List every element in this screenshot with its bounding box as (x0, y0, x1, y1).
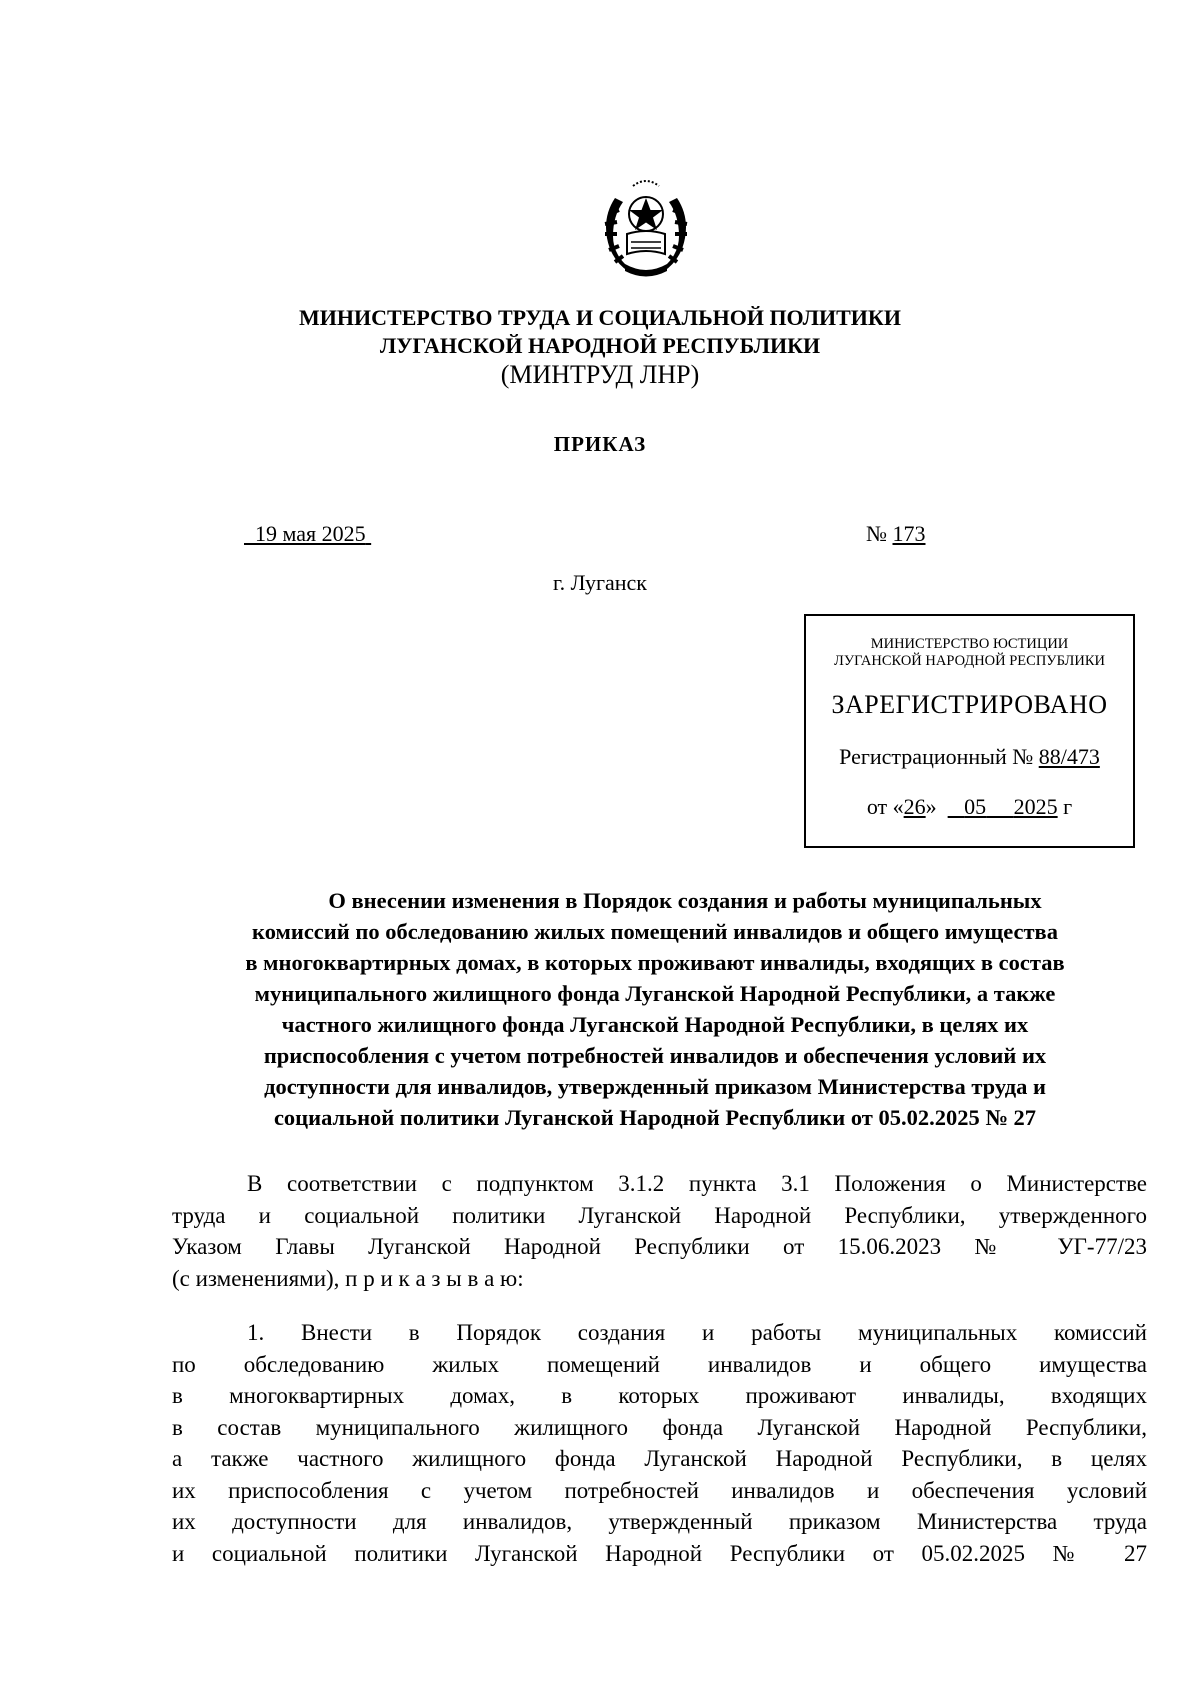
body-line: труда и социальной политики Луганской Народной Республики, утвержденного (172, 1202, 1147, 1228)
subject-line: приспособления с учетом потребностей инвалидов и обеспечения условий их (263, 1043, 1047, 1068)
stamp-registration-date (806, 794, 1133, 820)
subject-line: муниципального жилищного фонда Луганской Народной Республики, а также (254, 981, 1056, 1006)
subject-line: доступности для инвалидов, утвержденный приказом Министерства труда и (264, 1074, 1046, 1099)
stamp-day-close: » (925, 794, 937, 819)
body-line: их приспособления с учетом потребностей инвалидов и обеспечения условий (172, 1477, 1147, 1503)
body-line: по обследованию жилых помещений инвалидов и общего имущества (172, 1351, 1147, 1377)
stamp-day: 26 (903, 794, 926, 819)
order-title: ПРИКАЗ (553, 432, 647, 456)
body-line: и социальной политики Луганской Народной Республики от 05.02.2025 № 27 (172, 1540, 1147, 1566)
ministry-name-line2: ЛУГАНСКОЙ НАРОДНОЙ РЕСПУБЛИКИ (379, 333, 821, 358)
stamp-month-value: 05 (964, 794, 987, 819)
order-number-label: № (866, 521, 887, 546)
subject-line: комиссий по обследованию жилых помещений инвалидов и общего имущества (252, 919, 1058, 944)
body-line: а также частного жилищного фонда Луганской Народной Республики, в целях (172, 1446, 1147, 1471)
stamp-org-line2: ЛУГАНСКОЙ НАРОДНОЙ РЕСПУБЛИКИ (833, 653, 1105, 669)
subject-line: социальной политики Луганской Народной Республики от 05.02.2025 № 27 (273, 1105, 1037, 1130)
body-line: В соответствии с подпунктом 3.1.2 пункта 3.1 Положения о Министерстве (247, 1171, 1147, 1196)
order-number-value: 173 (892, 521, 926, 546)
body-line: их доступности для инвалидов, утвержденный приказом Министерства труда (172, 1509, 1147, 1534)
order-date (244, 521, 371, 547)
stamp-year: 2025 (1013, 794, 1058, 819)
subject-line: частного жилищного фонда Луганской Народной Республики, в целях их (281, 1012, 1029, 1037)
stamp-organization (806, 636, 1133, 670)
body-line: в многоквартирных домах, в которых проживают инвалиды, входящих (172, 1383, 1147, 1408)
stamp-year-suffix: г (1063, 794, 1073, 819)
subject-line: О внесении изменения в Порядок создания и работы муниципальных (328, 888, 1042, 913)
coat-of-arms-icon (585, 176, 707, 282)
subject-line: в многоквартирных домах, в которых проживают инвалиды, входящих в состав (245, 950, 1065, 975)
preamble-paragraph (172, 1168, 1147, 1294)
order-subject (170, 885, 1140, 1133)
stamp-org-line1: МИНИСТЕРСТВО ЮСТИЦИИ (870, 636, 1069, 652)
order-date-value: 19 мая 2025 (255, 521, 366, 546)
order-city: г. Луганск (553, 570, 647, 595)
body-line: (с изменениями), п р и к а з ы в а ю: (172, 1265, 524, 1291)
body-line: 1. Внести в Порядок создания и работы муниципальных комиссий (247, 1320, 1147, 1345)
ministry-abbreviation: (МИНТРУД ЛНР) (500, 360, 700, 389)
ministry-heading (0, 304, 1200, 390)
item-1-paragraph (172, 1317, 1147, 1569)
stamp-reg-number: 88/473 (1038, 744, 1100, 769)
ministry-name-line1: МИНИСТЕРСТВО ТРУДА И СОЦИАЛЬНОЙ ПОЛИТИКИ (299, 305, 901, 330)
body-line: Указом Главы Луганской Народной Республики от 15.06.2023 № УГ-77/23 (172, 1234, 1147, 1259)
stamp-reg-label: Регистрационный № (839, 744, 1034, 769)
stamp-registration-number (806, 744, 1133, 770)
order-number (866, 521, 926, 547)
stamp-month (948, 794, 1014, 819)
registration-stamp (804, 614, 1135, 848)
stamp-date-prefix: от « (866, 794, 904, 819)
stamp-status: ЗАРЕГИСТРИРОВАНО (831, 690, 1108, 719)
body-line: в состав муниципального жилищного фонда Луганской Народной Республики, (172, 1414, 1147, 1440)
